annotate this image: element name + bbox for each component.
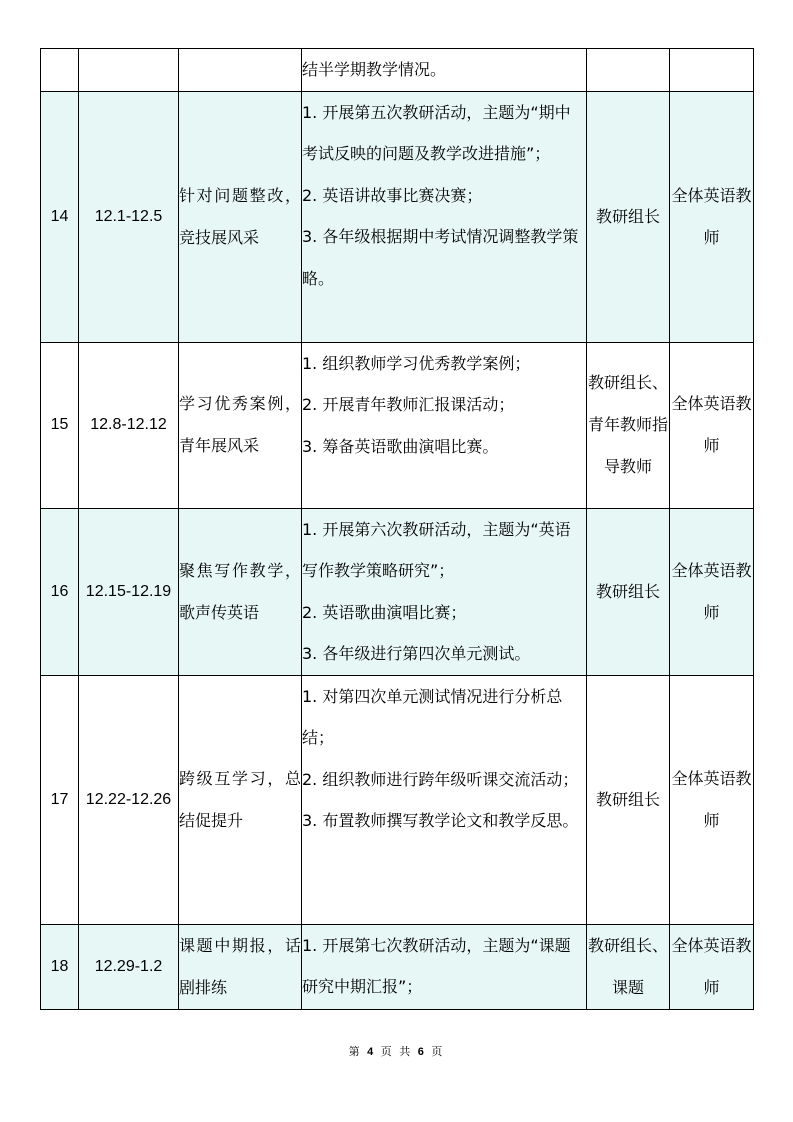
date-cell: 12.8-12.12 <box>79 342 179 508</box>
content-item: 1. 开展第七次教研活动，主题为“课题研究中期汇报”； <box>302 935 571 996</box>
table-row <box>41 91 754 342</box>
theme-cell: 针对问题整改，竞技展风采 <box>179 91 302 342</box>
footer-prefix: 第 <box>348 1045 362 1058</box>
table-row <box>41 924 754 1009</box>
participants-cell: 全体英语教师 <box>670 508 754 675</box>
participants-cell: 全体英语教师 <box>670 91 754 342</box>
participants-cell: 全体英语教师 <box>670 924 754 1009</box>
content-item: 2. 英语歌曲演唱比赛； <box>302 602 467 622</box>
footer-mid: 页 共 <box>380 1045 413 1058</box>
content-cell <box>302 91 587 342</box>
week-number-cell: 15 <box>41 342 79 508</box>
date-cell: 12.22-12.26 <box>79 675 179 924</box>
table-row <box>41 49 754 92</box>
week-number-cell: 16 <box>41 508 79 675</box>
participants-cell: 全体英语教师 <box>670 675 754 924</box>
lead-cell: 教研组长、课题 <box>587 924 670 1009</box>
content-cell <box>302 49 587 92</box>
week-number-cell: 14 <box>41 91 79 342</box>
date-cell: 12.29-1.2 <box>79 924 179 1009</box>
theme-cell <box>179 49 302 92</box>
content-item: 3. 筹备英语歌曲演唱比赛。 <box>302 436 499 456</box>
content-item: 1. 对第四次单元测试情况进行分析总结； <box>302 686 563 747</box>
content-item: 3. 布置教师撰写教学论文和教学反思。 <box>302 811 579 830</box>
week-number-cell: 18 <box>41 924 79 1009</box>
date-cell <box>79 49 179 92</box>
date-cell: 12.1-12.5 <box>79 91 179 342</box>
content-item: 3. 各年级进行第四次单元测试。 <box>302 644 531 663</box>
page-footer <box>0 1043 793 1059</box>
table-row <box>41 342 754 508</box>
content-cell <box>302 924 587 1009</box>
lead-cell <box>587 49 670 92</box>
content-cell <box>302 508 587 675</box>
theme-cell: 聚焦写作教学，歌声传英语 <box>179 508 302 675</box>
theme-cell: 跨级互学习，总结促提升 <box>179 675 302 924</box>
content-item: 2. 组织教师进行跨年级听课交流活动； <box>302 769 579 789</box>
week-number-cell <box>41 49 79 92</box>
content-item: 结半学期教学情况。 <box>302 60 447 79</box>
participants-cell: 全体英语教师 <box>670 342 754 508</box>
content-item: 1. 开展第五次教研活动，主题为“期中考试反映的问题及教学改进措施”； <box>302 102 571 163</box>
content-cell <box>302 342 587 508</box>
table-row <box>41 508 754 675</box>
current-page-number: 4 <box>367 1046 376 1058</box>
content-item: 2. 开展青年教师汇报课活动； <box>302 395 515 414</box>
theme-cell: 课题中期报，话剧排练 <box>179 924 302 1009</box>
content-item: 3. 各年级根据期中考试情况调整教学策略。 <box>302 227 579 288</box>
schedule-table <box>40 48 754 1010</box>
content-item: 1. 开展第六次教研活动，主题为“英语写作教学策略研究”； <box>302 519 571 580</box>
theme-cell: 学习优秀案例，青年展风采 <box>179 342 302 508</box>
lead-cell: 教研组长、青年教师指导教师 <box>587 342 670 508</box>
date-cell: 12.15-12.19 <box>79 508 179 675</box>
lead-cell: 教研组长 <box>587 91 670 342</box>
content-item: 1. 组织教师学习优秀教学案例； <box>302 353 531 373</box>
content-cell <box>302 675 587 924</box>
lead-cell: 教研组长 <box>587 508 670 675</box>
content-item: 2. 英语讲故事比赛决赛； <box>302 185 483 205</box>
footer-suffix: 页 <box>431 1045 445 1058</box>
table-row <box>41 675 754 924</box>
total-page-number: 6 <box>417 1046 426 1058</box>
week-number-cell: 17 <box>41 675 79 924</box>
participants-cell <box>670 49 754 92</box>
lead-cell: 教研组长 <box>587 675 670 924</box>
